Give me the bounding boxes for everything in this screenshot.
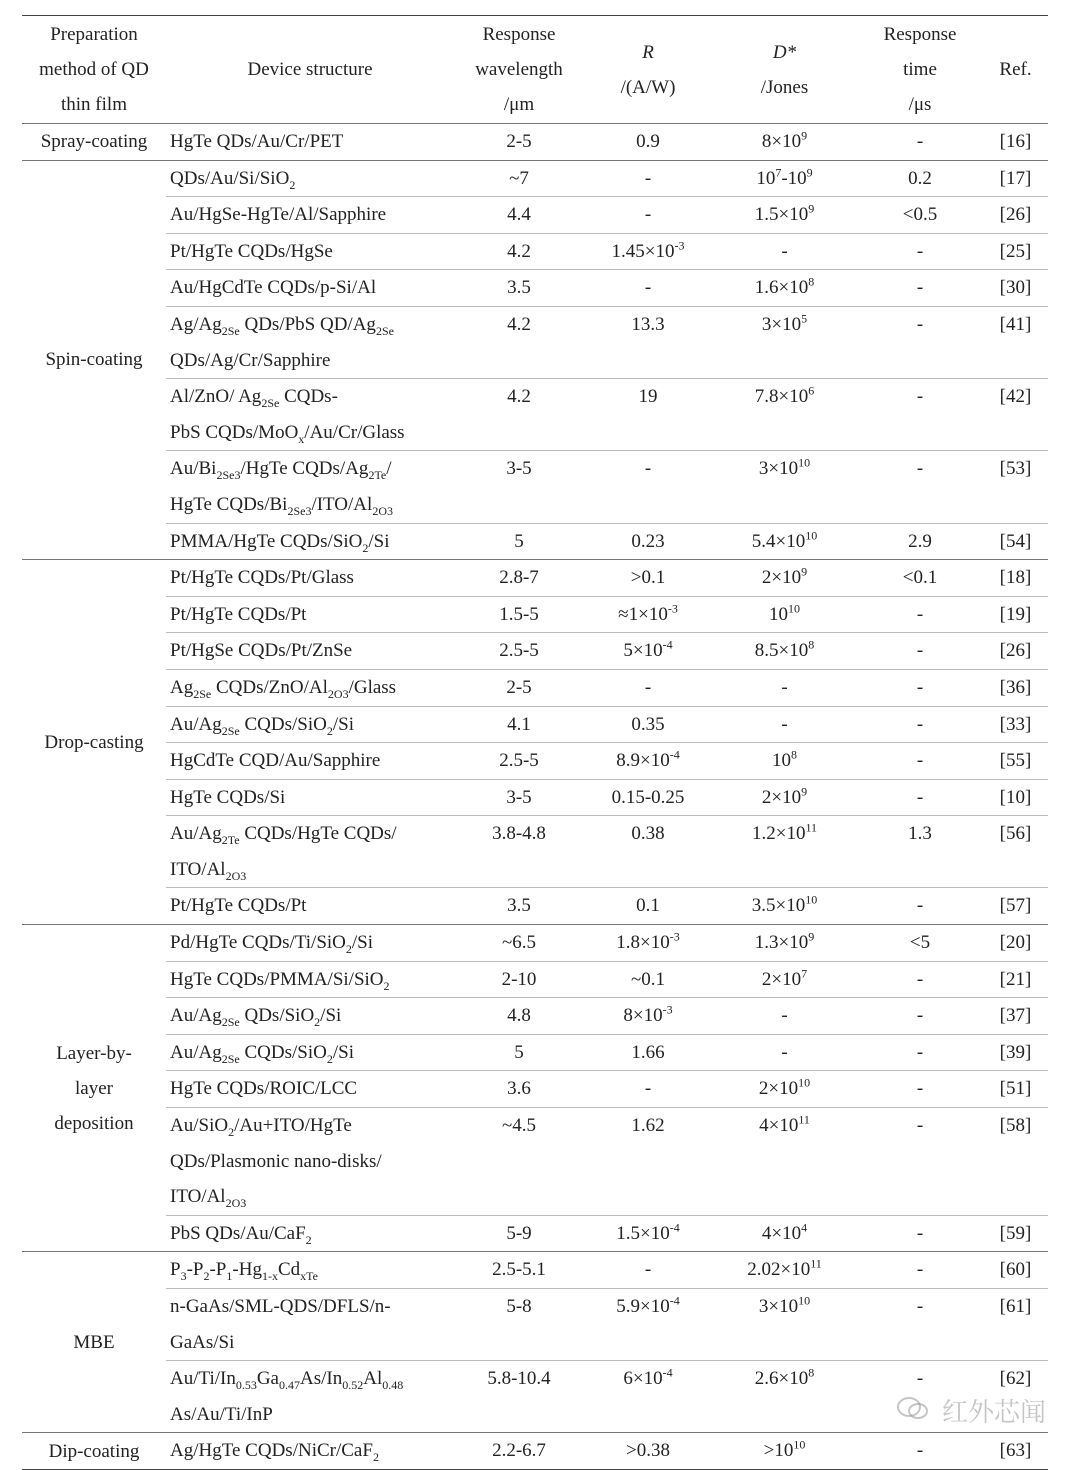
table-row xyxy=(22,560,1048,597)
ref-cell: [42] xyxy=(983,379,1048,451)
device-cell: HgTe CQDs/Si xyxy=(166,779,454,816)
wavelength-cell: 4.2 xyxy=(454,233,584,270)
responsivity-cell: 19 xyxy=(584,379,712,451)
ref-cell: [33] xyxy=(983,706,1048,743)
responsivity-cell: $5.9\times 10^{-4}$ xyxy=(584,1289,712,1361)
wavelength-cell: 3.5 xyxy=(454,270,584,307)
response-time-cell: - xyxy=(857,779,983,816)
device-cell: QDs/Au/Si/SiO$_2$ xyxy=(166,160,454,197)
wavelength-cell: 4.1 xyxy=(454,706,584,743)
detectivity-cell: $2\times 10^7$ xyxy=(712,961,857,998)
table-row xyxy=(22,1071,1048,1108)
wavelength-cell: 5.8-10.4 xyxy=(454,1361,584,1433)
ref-cell: [55] xyxy=(983,743,1048,780)
device-cell: HgTe QDs/Au/Cr/PET xyxy=(170,131,344,152)
responsivity-cell: $6\times 10^{-4}$ xyxy=(584,1361,712,1433)
detectivity-cell: $2\times 10^9$ xyxy=(712,560,857,597)
ref-cell: [26] xyxy=(983,197,1048,234)
method-cell: Layer-by- layer deposition xyxy=(22,925,166,1252)
header-wavelength-line: wavelength xyxy=(475,59,563,80)
responsivity-cell: - xyxy=(584,197,712,234)
wavelength-cell: 5-9 xyxy=(454,1215,584,1252)
response-time-cell: - xyxy=(857,998,983,1035)
wavelength-cell: 4.4 xyxy=(454,197,584,234)
table-row xyxy=(22,888,1048,925)
method-cell: Spray-coating xyxy=(40,131,148,153)
device-cell: Au/HgSe-HgTe/Al/Sapphire xyxy=(166,197,454,234)
table-row xyxy=(22,743,1048,780)
responsivity-cell: - xyxy=(584,160,712,197)
table-row xyxy=(22,706,1048,743)
wechat-icon xyxy=(896,1396,930,1420)
ref-cell: [18] xyxy=(983,560,1048,597)
header-time xyxy=(857,16,983,124)
responsivity-cell: 0.1 xyxy=(584,888,712,925)
response-time-cell: - xyxy=(857,233,983,270)
table-row xyxy=(22,779,1048,816)
ref-cell: [56] xyxy=(983,816,1048,888)
table-row xyxy=(22,998,1048,1035)
table-row xyxy=(22,596,1048,633)
responsivity-cell: $8.9\times 10^{-4}$ xyxy=(584,743,712,780)
ref-cell: [21] xyxy=(983,961,1048,998)
detectivity-cell: $8\times 10^9$ xyxy=(761,128,808,152)
header-wavelength-line: /μm xyxy=(503,94,535,115)
method-cell: Drop-casting xyxy=(22,560,166,925)
table-row xyxy=(22,306,1048,378)
device-cell: $Au/Ti/In_{0.53}Ga_{0.47}As/In_{0.52}Al_{0.48}$ As/Au/Ti/InP xyxy=(166,1361,454,1433)
responsivity-cell: $1.45\times 10^{-3}$ xyxy=(584,233,712,270)
responsivity-cell: $5\times 10^{-4}$ xyxy=(584,633,712,670)
response-time-cell: - xyxy=(857,1034,983,1071)
responsivity-cell: - xyxy=(584,669,712,706)
method-cell: Dip-coating xyxy=(22,1433,166,1470)
ref-cell: [58] xyxy=(983,1108,1048,1216)
device-cell: Pt/HgTe CQDs/Pt/Glass xyxy=(166,560,454,597)
device-cell: $Au/Ag_{2Se}$ CQDs/SiO$_2$/Si xyxy=(166,1034,454,1071)
detectivity-cell: - xyxy=(712,233,857,270)
ref-cell: [20] xyxy=(983,925,1048,962)
device-cell: Au/SiO$_2$/Au+ITO/HgTe QDs/Plasmonic nano-disks/ ITO/$Al_{2O3}$ xyxy=(166,1108,454,1216)
response-time-cell: - xyxy=(916,131,924,152)
table-row xyxy=(22,961,1048,998)
device-cell: $Au/Ag_{2Te}$ CQDs/HgTe CQDs/ ITO/$Al_{2O3}$ xyxy=(166,816,454,888)
responsivity-cell: 0.9 xyxy=(636,131,660,152)
responsivity-cell: $8\times 10^{-3}$ xyxy=(584,998,712,1035)
detectivity-cell: $2\times 10^{10}$ xyxy=(712,1071,857,1108)
wavelength-cell: 2-5 xyxy=(454,669,584,706)
header-time-line: Response xyxy=(883,24,957,45)
ref-cell: [62] xyxy=(983,1361,1048,1433)
device-cell: HgCdTe CQD/Au/Sapphire xyxy=(166,743,454,780)
detectivity-cell: $2.02\times 10^{11}$ xyxy=(712,1252,857,1289)
header-ref: Ref. xyxy=(983,16,1048,124)
device-cell: $Au/Ag_{2Se}$ CQDs/SiO$_2$/Si xyxy=(166,706,454,743)
table-row xyxy=(22,1289,1048,1361)
responsivity-cell: 0.38 xyxy=(584,816,712,888)
table-row xyxy=(22,124,1048,161)
detectivity-cell: $10^7-10^9$ xyxy=(712,160,857,197)
ref-cell: [36] xyxy=(983,669,1048,706)
device-cell: Pd/HgTe CQDs/Ti/SiO$_2$/Si xyxy=(166,925,454,962)
device-cell: HgTe CQDs/ROIC/LCC xyxy=(166,1071,454,1108)
ref-cell: [37] xyxy=(983,998,1048,1035)
device-cell: PMMA/HgTe CQDs/SiO$_2$/Si xyxy=(166,523,454,560)
ref-cell: [63] xyxy=(983,1433,1048,1470)
table-row xyxy=(22,669,1048,706)
detectivity-cell: $5.4\times 10^{10}$ xyxy=(712,523,857,560)
performance-table xyxy=(22,15,1048,1470)
wavelength-cell: 2.5-5.1 xyxy=(454,1252,584,1289)
device-cell: $Au/Bi_{2Se3}$/HgTe CQDs/$Ag_{2Te}/$ HgTe CQDs/$Bi_{2Se3}/ITO/Al_{2O3}$ xyxy=(166,451,454,523)
header-time-line: /μs xyxy=(908,94,932,115)
responsivity-cell: 1.66 xyxy=(584,1034,712,1071)
wavelength-cell: 2-5 xyxy=(506,131,532,152)
header-detectivity-symbol: D* xyxy=(772,41,797,63)
table-row xyxy=(22,233,1048,270)
wavelength-cell: 4.2 xyxy=(454,306,584,378)
responsivity-cell: >0.1 xyxy=(584,560,712,597)
ref-cell: [57] xyxy=(983,888,1048,925)
wavelength-cell: 2-10 xyxy=(454,961,584,998)
table-row xyxy=(22,1361,1048,1433)
response-time-cell: - xyxy=(857,596,983,633)
responsivity-cell: - xyxy=(584,1252,712,1289)
table-row xyxy=(22,816,1048,888)
responsivity-cell: $1.5\times 10^{-4}$ xyxy=(584,1215,712,1252)
wavelength-cell: 2.8-7 xyxy=(454,560,584,597)
response-time-cell: - xyxy=(857,1108,983,1216)
wavelength-cell: 5 xyxy=(454,523,584,560)
responsivity-cell: 0.35 xyxy=(584,706,712,743)
table-row xyxy=(22,451,1048,523)
ref-cell: [39] xyxy=(983,1034,1048,1071)
ref-cell: [59] xyxy=(983,1215,1048,1252)
wavelength-cell: 2.2-6.7 xyxy=(454,1433,584,1470)
detectivity-cell: $3\times 10^5$ xyxy=(712,306,857,378)
header-wavelength xyxy=(454,16,584,124)
wavelength-cell: 3.8-4.8 xyxy=(454,816,584,888)
response-time-cell: - xyxy=(857,888,983,925)
table-row xyxy=(22,270,1048,307)
responsivity-cell: 1.62 xyxy=(584,1108,712,1216)
device-cell: n-GaAs/SML-QDS/DFLS/n- GaAs/Si xyxy=(166,1289,454,1361)
response-time-cell: - xyxy=(857,270,983,307)
table-row xyxy=(22,523,1048,560)
detectivity-cell: - xyxy=(712,1034,857,1071)
response-time-cell: 2.9 xyxy=(857,523,983,560)
response-time-cell: - xyxy=(857,706,983,743)
device-cell: Au/HgCdTe CQDs/p-Si/Al xyxy=(166,270,454,307)
header-detectivity xyxy=(712,16,857,124)
table-row xyxy=(22,1215,1048,1252)
ref-cell: [17] xyxy=(983,160,1048,197)
device-cell: $Ag/Ag_{2Se}$ QDs/PbS $QD/Ag_{2Se}$ QDs/Ag/Cr/Sapphire xyxy=(166,306,454,378)
device-cell: HgTe CQDs/PMMA/Si/SiO$_2$ xyxy=(166,961,454,998)
wavelength-cell: ~6.5 xyxy=(454,925,584,962)
response-time-cell: - xyxy=(857,961,983,998)
ref-cell: [26] xyxy=(983,633,1048,670)
responsivity-cell: 0.15-0.25 xyxy=(584,779,712,816)
header-device: Device structure xyxy=(166,16,454,124)
responsivity-cell: $\approx 1\times 10^{-3}$ xyxy=(584,596,712,633)
header-responsivity-symbol: R xyxy=(642,41,654,63)
response-time-cell: - xyxy=(857,1071,983,1108)
header-wavelength-line: Response xyxy=(482,24,556,45)
detectivity-cell: $3\times 10^{10}$ xyxy=(712,1289,857,1361)
wavelength-cell: 4.2 xyxy=(454,379,584,451)
header-method-line: thin film xyxy=(61,94,127,115)
device-cell: PbS QDs/Au/CaF$_2$ xyxy=(166,1215,454,1252)
detectivity-cell: $2\times 10^9$ xyxy=(712,779,857,816)
detectivity-cell: $3.5\times 10^{10}$ xyxy=(712,888,857,925)
ref-cell: [30] xyxy=(983,270,1048,307)
detectivity-cell: $1.6\times 10^8$ xyxy=(712,270,857,307)
ref-cell: [16] xyxy=(999,131,1032,152)
method-cell: Spin-coating xyxy=(22,160,166,560)
header-method xyxy=(22,16,166,124)
device-cell: Pt/HgTe CQDs/HgSe xyxy=(166,233,454,270)
table-row xyxy=(22,925,1048,962)
wavelength-cell: ~4.5 xyxy=(454,1108,584,1216)
table-row xyxy=(22,379,1048,451)
response-time-cell: - xyxy=(857,1433,983,1470)
response-time-cell: 1.3 xyxy=(857,816,983,888)
watermark-text: 红外芯闻 xyxy=(941,1398,1046,1428)
header-time-line: time xyxy=(903,59,937,80)
device-cell: $Ag_{2Se}$ CQDs/$ZnO/Al_{2O3}$/Glass xyxy=(166,669,454,706)
detectivity-cell: $3\times 10^{10}$ xyxy=(712,451,857,523)
wavelength-cell: 2.5-5 xyxy=(454,633,584,670)
ref-cell: [61] xyxy=(983,1289,1048,1361)
detectivity-cell: $1.5\times 10^9$ xyxy=(712,197,857,234)
detectivity-cell: $>10^{10}$ xyxy=(712,1433,857,1470)
header-responsivity xyxy=(584,16,712,124)
ref-cell: [53] xyxy=(983,451,1048,523)
device-cell: Pt/HgSe CQDs/Pt/ZnSe xyxy=(166,633,454,670)
detectivity-cell: $7.8\times 10^6$ xyxy=(712,379,857,451)
header-detectivity-unit: /Jones xyxy=(760,76,809,98)
table-body xyxy=(22,124,1048,1470)
ref-cell: [54] xyxy=(983,523,1048,560)
header-responsivity-unit: /(A/W) xyxy=(620,76,676,98)
detectivity-cell: $8.5\times 10^8$ xyxy=(712,633,857,670)
wavelength-cell: 3.6 xyxy=(454,1071,584,1108)
ref-cell: [19] xyxy=(983,596,1048,633)
ref-cell: [25] xyxy=(983,233,1048,270)
response-time-cell: - xyxy=(857,1215,983,1252)
detectivity-cell: $2.6\times 10^8$ xyxy=(712,1361,857,1433)
table-row xyxy=(22,1252,1048,1289)
method-cell: MBE xyxy=(22,1252,166,1433)
header-method-line: method of QD xyxy=(39,59,149,80)
responsivity-cell: $1.8\times 10^{-3}$ xyxy=(584,925,712,962)
response-time-cell: - xyxy=(857,1252,983,1289)
table-row xyxy=(22,160,1048,197)
detectivity-cell: $4\times 10^{11}$ xyxy=(712,1108,857,1216)
response-time-cell: - xyxy=(857,669,983,706)
detectivity-cell: $10^{10}$ xyxy=(712,596,857,633)
table-row xyxy=(22,1034,1048,1071)
device-cell: Pt/HgTe CQDs/Pt xyxy=(166,888,454,925)
wavelength-cell: 1.5-5 xyxy=(454,596,584,633)
responsivity-cell: - xyxy=(584,270,712,307)
responsivity-cell: ~0.1 xyxy=(584,961,712,998)
ref-cell: [41] xyxy=(983,306,1048,378)
response-time-cell: - xyxy=(857,306,983,378)
wavelength-cell: 3-5 xyxy=(454,451,584,523)
detectivity-cell: $1.2\times 10^{11}$ xyxy=(712,816,857,888)
detectivity-cell: - xyxy=(712,706,857,743)
device-cell: Al/ZnO/ $Ag_{2Se}$ CQDs- PbS CQDs/MoO$_x$/Au/Cr/Glass xyxy=(166,379,454,451)
wavelength-cell: ~7 xyxy=(454,160,584,197)
responsivity-cell: - xyxy=(584,1071,712,1108)
response-time-cell: - xyxy=(857,1289,983,1361)
detectivity-cell: $4\times 10^4$ xyxy=(712,1215,857,1252)
device-cell: $P_3-P_2-P_1-Hg_{1-x}Cd_{xTe}$ xyxy=(166,1252,454,1289)
responsivity-cell: 13.3 xyxy=(584,306,712,378)
wavelength-cell: 3.5 xyxy=(454,888,584,925)
wavelength-cell: 2.5-5 xyxy=(454,743,584,780)
ref-cell: [10] xyxy=(983,779,1048,816)
ref-cell: [51] xyxy=(983,1071,1048,1108)
wavelength-cell: 5 xyxy=(454,1034,584,1071)
device-cell: Pt/HgTe CQDs/Pt xyxy=(166,596,454,633)
response-time-cell: 0.2 xyxy=(857,160,983,197)
response-time-cell: - xyxy=(857,1361,983,1433)
table-row xyxy=(22,197,1048,234)
wavelength-cell: 5-8 xyxy=(454,1289,584,1361)
response-time-cell: - xyxy=(857,379,983,451)
detectivity-cell: $10^8$ xyxy=(712,743,857,780)
table-row xyxy=(22,1108,1048,1216)
header-row xyxy=(22,16,1048,124)
table-row xyxy=(22,1433,1048,1470)
responsivity-cell: - xyxy=(584,451,712,523)
table-row xyxy=(22,633,1048,670)
response-time-cell: - xyxy=(857,451,983,523)
wavelength-cell: 3-5 xyxy=(454,779,584,816)
response-time-cell: <0.5 xyxy=(857,197,983,234)
detectivity-cell: - xyxy=(712,998,857,1035)
device-cell: Ag/HgTe CQDs/NiCr/CaF$_2$ xyxy=(166,1433,454,1470)
detectivity-cell: - xyxy=(712,669,857,706)
header-method-line: Preparation xyxy=(50,24,138,45)
response-time-cell: - xyxy=(857,633,983,670)
response-time-cell: <0.1 xyxy=(857,560,983,597)
responsivity-cell: 0.23 xyxy=(584,523,712,560)
responsivity-cell: >0.38 xyxy=(584,1433,712,1470)
wavelength-cell: 4.8 xyxy=(454,998,584,1035)
detectivity-cell: $1.3\times 10^9$ xyxy=(712,925,857,962)
device-cell: $Au/Ag_{2Se}$ QDs/SiO$_2$/Si xyxy=(166,998,454,1035)
response-time-cell: <5 xyxy=(857,925,983,962)
ref-cell: [60] xyxy=(983,1252,1048,1289)
response-time-cell: - xyxy=(857,743,983,780)
